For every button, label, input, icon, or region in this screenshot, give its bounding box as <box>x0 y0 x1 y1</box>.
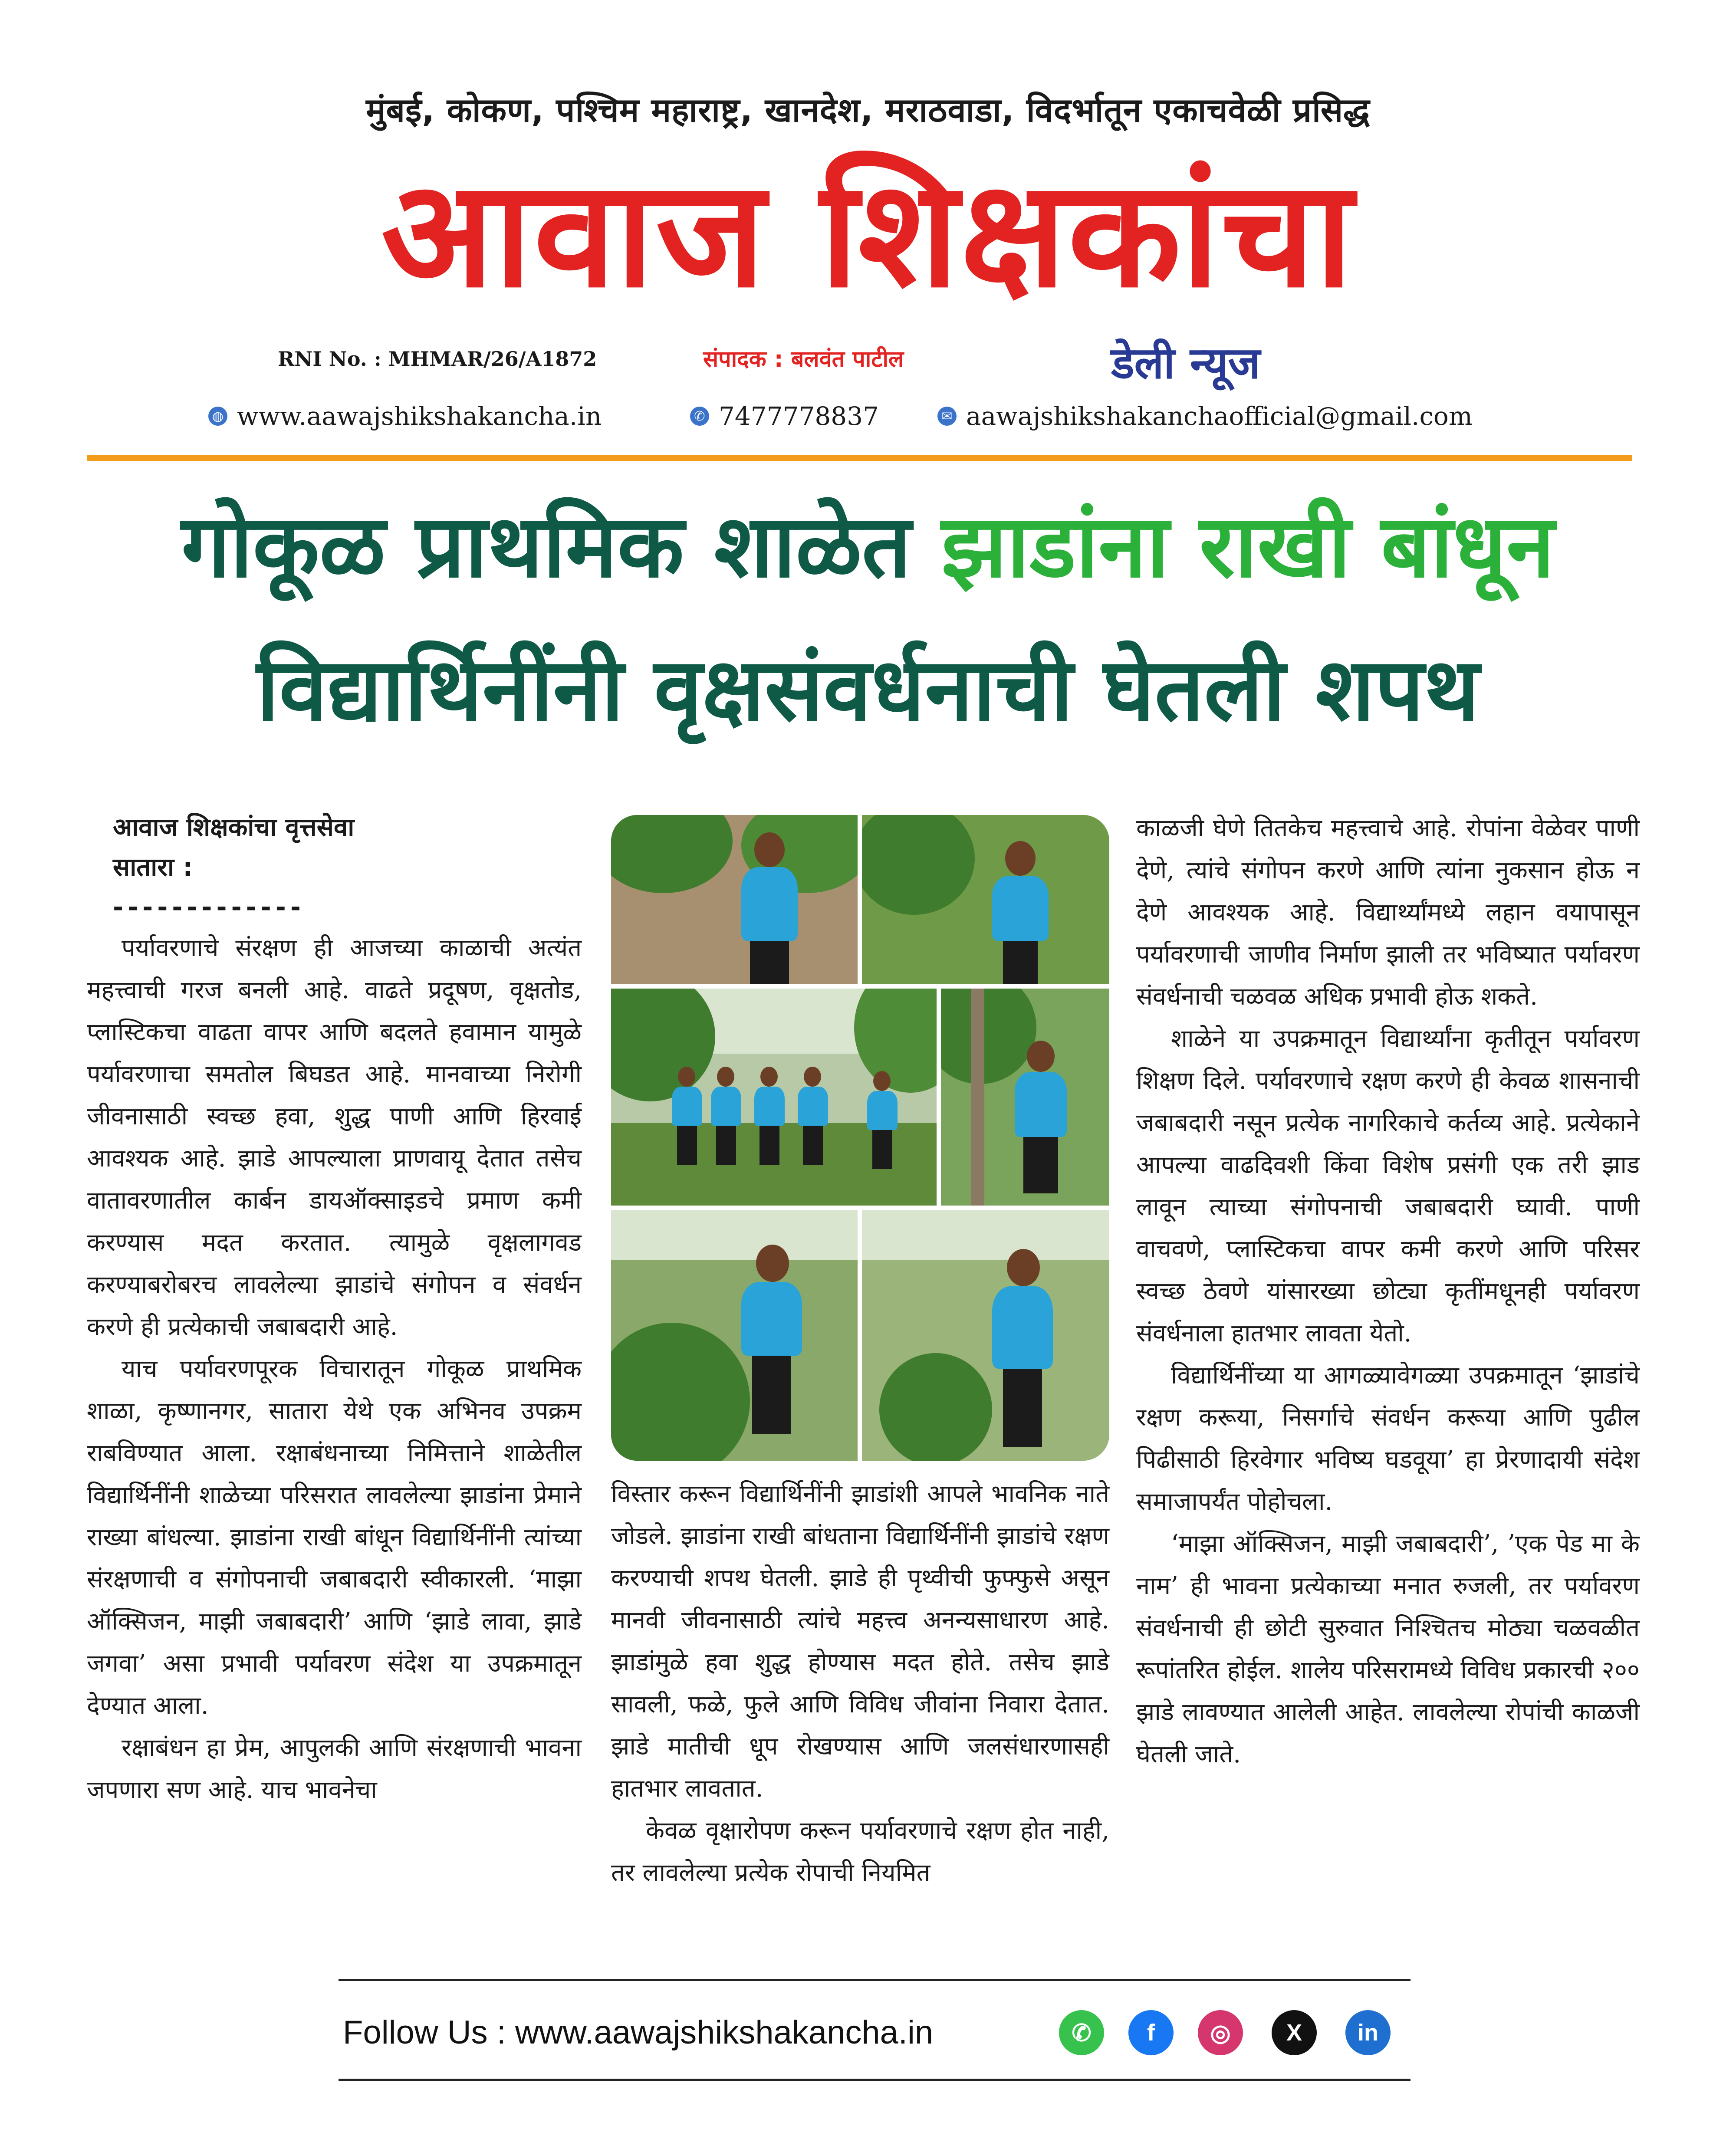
tagline: मुंबई, कोकण, पश्चिम महाराष्ट्र, खानदेश, मराठवाडा, विदर्भातून एकाचवेळी प्रसिद्ध <box>366 91 1370 129</box>
whatsapp-glyph: ✆ <box>1072 2020 1092 2046</box>
photo-girl-with-plant-1 <box>611 1210 858 1461</box>
photo-girl-by-tree <box>941 989 1109 1206</box>
editor-name: संपादक : बलवंत पाटील <box>703 346 904 372</box>
paragraph: केवळ वृक्षारोपण करून पर्यावरणाचे रक्षण होत नाही, तर लावलेल्या प्रत्येक रोपाची नियमित <box>611 1817 1109 1887</box>
facebook-icon[interactable] <box>1128 2010 1174 2055</box>
photo-girl-tying-rakhi-1 <box>611 815 858 984</box>
paragraph: पर्यावरणाचे संरक्षण ही आजच्या काळाची अत्यंत महत्त्वाची गरज बनली आहे. वाढते प्रदूषण, वृक्षतोड, प्लास्टिकचा वाढता वापर आणि बदलते हवामान यामुळे पर्यावरणाचा समतोल बिघडत आहे. मानवाच्या निरोगी जीवनासाठी स्वच्छ हवा, शुद्ध पाणी आणि हिरवाई आवश्यक आहे. झाडे आपल्याला प्राणवायू देतात तसेच वातावरणातील कार्बन डायऑक्साइडचे प्रमाण कमी करण्यास मदत करतात. त्यामुळे वृक्षलागवड करण्याबरोबरच लावलेल्या झाडांचे संगोपन व संवर्धन करणे ही प्रत्येकाची जबाबदारी आहे. <box>87 934 582 1341</box>
separator-dashes: ------------- <box>113 892 305 922</box>
phone-icon: ✆ <box>690 407 709 426</box>
masthead-title: आवाज शिक्षकांचा <box>381 148 1355 320</box>
dateline-place: सातारा : <box>113 852 193 882</box>
paragraph: काळजी घेणे तितकेच महत्त्वाचे आहे. रोपांना वेळेवर पाणी देणे, त्यांचे संगोपन करणे आणि त्यांना नुकसान होऊ न देणे आवश्यक आहे. विद्यार्थ्यांमध्ये लहान वयापासून पर्यावरणाची जाणीव निर्माण झाली तर भविष्यात पर्यावरण संवर्धनाची चळवळ अधिक प्रभावी होऊ शकते. <box>1136 814 1640 1011</box>
globe-icon: ◍ <box>208 407 227 426</box>
paragraph: शाळेने या उपक्रमातून विद्यार्थ्यांना कृतीतून पर्यावरण शिक्षण दिले. पर्यावरणाचे रक्षण करणे ही केवळ शासनाची जबाबदारी नसून प्रत्येक नागरिकाचे कर्तव्य आहे. प्रत्येकाने आपल्या वाढदिवशी किंवा विशेष प्रसंगी एक तरी झाड लावून त्याच्या संगोपनाची जबाबदारी घ्यावी. पाणी वाचवणे, प्लास्टिकचा वापर कमी करणे आणि परिसर स्वच्छ ठेवणे यांसारख्या छोट्या कृतींमधूनही पर्यावरण संवर्धनाला हातभार लावता येतो. <box>1136 1025 1640 1347</box>
header-divider <box>87 455 1632 461</box>
linkedin-glyph: in <box>1358 2020 1378 2046</box>
headline-line-1 <box>0 496 1736 597</box>
paragraph: विद्यार्थिनींच्या या आगळ्यावेगळ्या उपक्रमातून ‘झाडांचे रक्षण करूया, निसर्गाचे संवर्धन करूया आणि पुढील पिढीसाठी हिरवेगार भविष्य घडवूया’ हा प्रेरणादायी संदेश समाजापर्यंत पोहोचला. <box>1136 1361 1640 1516</box>
linkedin-icon[interactable] <box>1345 2010 1391 2055</box>
instagram-glyph: ◎ <box>1210 2020 1231 2046</box>
photo-collage <box>611 815 1109 1461</box>
paragraph: रक्षाबंधन हा प्रेम, आपुलकी आणि संरक्षणाची भावना जपणारा सण आहे. याच भावनेचा <box>87 1734 582 1804</box>
headline-part-b: झाडांना राखी बांधून <box>941 496 1555 597</box>
website-contact[interactable] <box>208 401 602 431</box>
x-glyph: X <box>1286 2020 1302 2046</box>
whatsapp-icon[interactable] <box>1059 2010 1104 2055</box>
x-icon[interactable] <box>1272 2010 1317 2055</box>
phone-text[interactable]: 7477778837 <box>719 401 879 431</box>
email-text[interactable]: aawajshikshakanchaofficial@gmail.com <box>966 401 1473 431</box>
daily-news-label: डेली न्यूज <box>1111 338 1260 388</box>
footer-rule-top <box>339 1979 1410 1981</box>
email-contact[interactable] <box>937 401 1473 431</box>
instagram-icon[interactable] <box>1198 2010 1243 2055</box>
photo-girl-tying-rakhi-2 <box>862 815 1109 984</box>
facebook-glyph: f <box>1147 2020 1155 2046</box>
photo-girl-with-plant-2 <box>862 1210 1109 1461</box>
mail-icon: ✉ <box>937 407 957 426</box>
website-text[interactable]: www.aawajshikshakancha.in <box>237 401 602 431</box>
paragraph: याच पर्यावरणपूरक विचारातून गोकूळ प्राथमिक शाळा, कृष्णानगर, सातारा येथे एक अभिनव उपक्रम राबविण्यात आला. रक्षाबंधनाच्या निमित्ताने शाळेतील विद्यार्थिनींनी शाळेच्या परिसरात लावलेल्या झाडांना प्रेमाने राख्या बांधल्या. झाडांना राखी बांधून विद्यार्थिनींनी त्यांच्या संरक्षणाची व संगोपनाची जबाबदारी स्वीकारली. ‘माझा ऑक्सिजन, माझी जबाबदारी’ आणि ‘झाडे लावा, झाडे जगवा’ असा प्रभावी पर्यावरण संदेश या उपक्रमातून देण्यात आला. <box>87 1355 582 1720</box>
headline-line-2: विद्यार्थिनींनी वृक्षसंवर्धनाची घेतली शपथ <box>256 639 1480 740</box>
footer-rule-bottom <box>339 2079 1410 2081</box>
paragraph: विस्तार करून विद्यार्थिनींनी झाडांशी आपले भावनिक नाते जोडले. झाडांना राखी बांधताना विद्यार्थिनींनी झाडांचे रक्षण करण्याची शपथ घेतली. झाडे ही पृथ्वीची फुफ्फुसे असून मानवी जीवनासाठी त्यांचे महत्त्व अनन्यसाधारण आहे. झाडांमुळे हवा शुद्ध होण्यास मदत होते. तसेच झाडे सावली, फळे, फुले आणि विविध जीवांना निवारा देतात. झाडे मातीची धूप रोखण्यास आणि जलसंधारणासही हातभार लावतात. <box>611 1480 1109 1803</box>
article-column-3 <box>1136 807 1640 1775</box>
news-source: आवाज शिक्षकांचा वृत्तसेवा <box>113 812 355 842</box>
headline-part-a: गोकूळ प्राथमिक शाळेत <box>181 496 942 597</box>
rni-number: RNI No. : MHMAR/26/A1872 <box>278 347 597 371</box>
photo-group-of-girls <box>611 989 937 1206</box>
follow-us-text[interactable]: Follow Us : www.aawajshikshakancha.in <box>343 2014 934 2051</box>
article-column-1 <box>87 807 582 1811</box>
paragraph: ‘माझा ऑक्सिजन, माझी जबाबदारी’, ’एक पेड मा के नाम’ ही भावना प्रत्येकाच्या मनात रुजली, तर पर्यावरण संवर्धनाची ही छोटी सुरुवात निश्चितच मोठ्या चळवळीत रूपांतरित होईल. शालेय परिसरामध्ये विविध प्रकारची २०० झाडे लावण्यात आलेली आहेत. लावलेल्या रोपांची काळजी घेतली जाते. <box>1136 1530 1640 1768</box>
phone-contact[interactable] <box>690 401 879 431</box>
article-column-2 <box>611 1473 1109 1894</box>
